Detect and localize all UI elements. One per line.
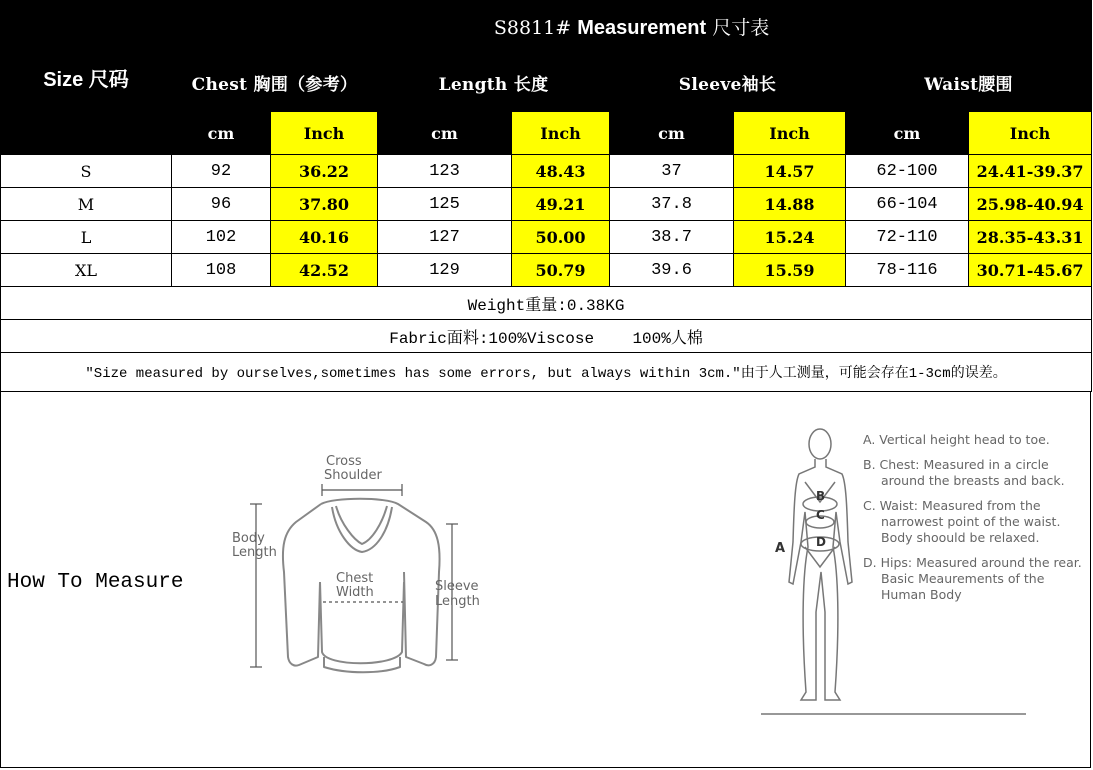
legend-item: B. Chest: Measured in a circle around the breasts and back. [863, 457, 1065, 488]
chest-inch-cell: 36.22 [271, 155, 378, 188]
group-chest: Chest 胸围（参考） [172, 53, 378, 112]
measurement-note: "Size measured by ourselves,sometimes has some errors, but always within 3cm."由于人工测量，可能会存在1-3cm的误差。 [1, 353, 1092, 392]
unit-cm: cm [610, 112, 734, 155]
chest-cm-cell: 102 [172, 221, 271, 254]
group-length: Length 长度 [378, 53, 610, 112]
chest-cm-cell: 108 [172, 254, 271, 287]
body-letter-d: D [816, 535, 826, 549]
unit-cm: cm [846, 112, 969, 155]
fabric-info: Fabric面料:100%Viscose 100%人棉 [1, 320, 1092, 353]
sleeve-cm-cell: 37.8 [610, 188, 734, 221]
waist-inch-cell: 24.41-39.37 [969, 155, 1092, 188]
size-cell: S [1, 155, 172, 188]
table-row [1, 188, 1092, 221]
sleeve-length-label-2: Length [435, 594, 480, 609]
title-cn: 尺寸表 [712, 17, 770, 39]
size-cell: XL [1, 254, 172, 287]
size-cell: L [1, 221, 172, 254]
sleeve-cm-cell: 37 [610, 155, 734, 188]
chest-cm-cell: 96 [172, 188, 271, 221]
length-cm-cell: 123 [378, 155, 512, 188]
weight-info: Weight重量:0.38KG [1, 287, 1092, 320]
waist-cm-cell: 62-100 [846, 155, 969, 188]
body-letter-c: C [816, 508, 825, 522]
chest-width-label-1: Chest [336, 571, 374, 586]
waist-inch-cell: 28.35-43.31 [969, 221, 1092, 254]
chart-title [172, 1, 1092, 53]
unit-cm: cm [172, 112, 271, 155]
measurement-legend [863, 432, 1083, 612]
chest-inch-cell: 42.52 [271, 254, 378, 287]
waist-cm-cell: 78-116 [846, 254, 969, 287]
length-cm-cell: 129 [378, 254, 512, 287]
length-inch-cell: 49.21 [512, 188, 610, 221]
sleeve-inch-cell: 14.57 [734, 155, 846, 188]
length-inch-cell: 48.43 [512, 155, 610, 188]
length-cm-cell: 127 [378, 221, 512, 254]
cross-shoulder-label-2: Shoulder [324, 468, 382, 483]
unit-cm: cm [378, 112, 512, 155]
waist-inch-cell: 30.71-45.67 [969, 254, 1092, 287]
how-to-measure-panel [0, 392, 1091, 768]
title-code: S8811# [493, 17, 572, 39]
size-cell: M [1, 188, 172, 221]
unit-inch: Inch [512, 112, 610, 155]
legend-item: D. Hips: Measured around the rear. Basic Meaurements of the Human Body [863, 555, 1082, 602]
sleeve-inch-cell: 14.88 [734, 188, 846, 221]
length-inch-cell: 50.79 [512, 254, 610, 287]
body-letter-b: B [816, 489, 826, 503]
waist-inch-cell: 25.98-40.94 [969, 188, 1092, 221]
table-row [1, 155, 1092, 188]
group-waist: Waist腰围 [846, 53, 1092, 112]
size-header: Size 尺码 [1, 1, 172, 155]
chest-cm-cell: 92 [172, 155, 271, 188]
table-row [1, 221, 1092, 254]
body-length-label-2: Length [232, 545, 277, 560]
legend-item: C. Waist: Measured from the narrowest point of the waist. Body shoould be relaxed. [863, 498, 1061, 545]
waist-cm-cell: 66-104 [846, 188, 969, 221]
unit-inch: Inch [271, 112, 378, 155]
sleeve-cm-cell: 38.7 [610, 221, 734, 254]
unit-inch: Inch [969, 112, 1092, 155]
length-cm-cell: 125 [378, 188, 512, 221]
table-row [1, 254, 1092, 287]
group-sleeve: Sleeve袖长 [610, 53, 846, 112]
title-en: Measurement [577, 17, 707, 39]
sleeve-length-label-1: Sleeve [435, 579, 479, 594]
sleeve-inch-cell: 15.59 [734, 254, 846, 287]
length-inch-cell: 50.00 [512, 221, 610, 254]
body-letter-a: A [775, 541, 786, 556]
sweater-diagram [226, 452, 496, 682]
sleeve-inch-cell: 15.24 [734, 221, 846, 254]
how-to-measure-label: How To Measure [7, 571, 184, 594]
chest-inch-cell: 37.80 [271, 188, 378, 221]
legend-item: A. Vertical height head to toe. [863, 432, 1050, 447]
chest-inch-cell: 40.16 [271, 221, 378, 254]
chest-width-label-2: Width [336, 585, 374, 600]
waist-cm-cell: 72-110 [846, 221, 969, 254]
unit-inch: Inch [734, 112, 846, 155]
cross-shoulder-label-1: Cross [326, 454, 362, 469]
sleeve-cm-cell: 39.6 [610, 254, 734, 287]
body-length-label-1: Body [232, 531, 265, 546]
